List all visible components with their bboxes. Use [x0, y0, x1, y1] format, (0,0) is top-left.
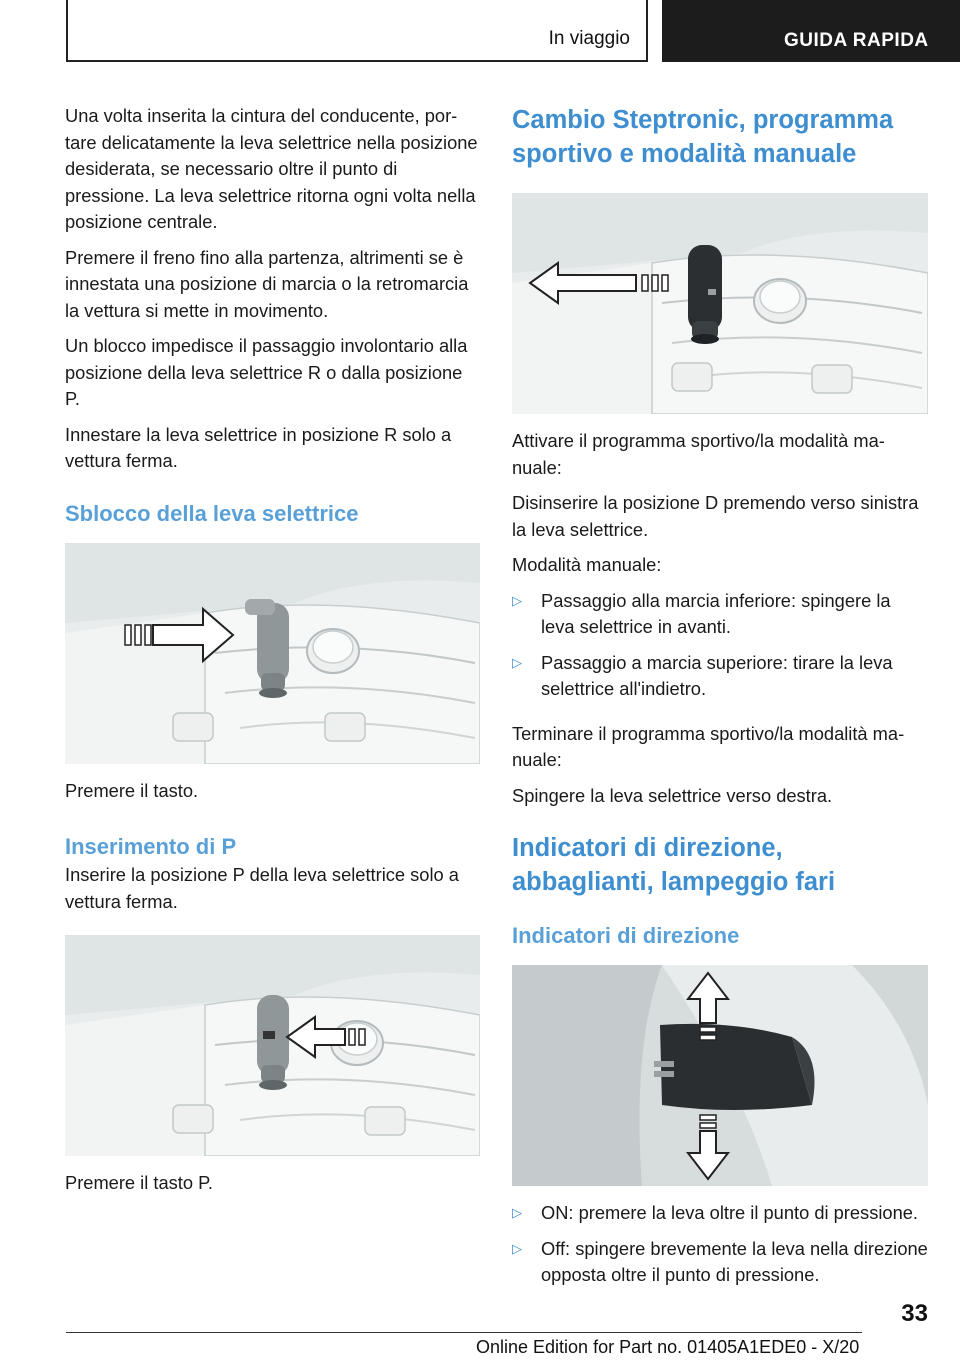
figure-park-button: [65, 935, 480, 1156]
footer-divider: [66, 1332, 862, 1333]
right-column: [512, 103, 928, 1299]
footer-edition: Online Edition for Part no. 01405A1EDE0 - X/20: [476, 1337, 860, 1357]
section-heading-steptronic: Cambio Steptronic, programma sportivo e modalità manuale: [512, 106, 894, 168]
header-chapter-title: GUIDA RAPIDA: [784, 30, 929, 51]
figure-turn-signal-lever: [512, 965, 928, 1186]
list-item: ▷ ON: premere la leva oltre il punto di pressione.: [512, 1200, 928, 1227]
list-item: ▷ Passaggio alla marcia inferiore: spingere la leva selettrice in avanti.: [512, 589, 891, 637]
header-chapter-box: [662, 0, 960, 62]
page-number: 33: [901, 1300, 928, 1327]
bullet-triangle-icon: ▷: [512, 654, 522, 670]
paragraph: Inserire la posizione P della leva selettrice solo a vettura ferma.: [65, 864, 459, 912]
paragraph: Un blocco impedisce il passaggio involontario alla posizione della leva selettrice R o dalla posizione P.: [65, 335, 468, 409]
paragraph: Attivare il programma sportivo/la modalità manuale:: [512, 430, 885, 478]
list-item: ▷ Off: spingere brevemente la leva nella direzione opposta oltre il punto di pressione.: [512, 1237, 928, 1285]
bullet-triangle-icon: ▷: [512, 1240, 522, 1256]
figure-selector-lever-unlock: [65, 543, 480, 764]
paragraph: Spingere la leva selettrice verso destra.: [512, 784, 833, 806]
section-heading-unlock: Sblocco della leva selettrice: [65, 500, 359, 526]
figure-caption: Premere il tasto.: [65, 779, 199, 801]
header-section-title: In viaggio: [548, 28, 630, 49]
manual-mode-list: [512, 588, 928, 703]
paragraph: Una volta inserita la cintura del conducente, portare delicatamente la leva selettrice nella posizione desiderata, se necessario oltre il punto di pressione. La leva selettrice ritorna ogni volta nella posizione centrale.: [65, 105, 478, 232]
header-section-box: [66, 0, 648, 62]
paragraph: Premere il freno fino alla partenza, altrimenti se è innestata una posizione di marcia o la retromarcia la vettura si mette in movimento.: [65, 246, 469, 321]
section-heading-indicators: Indicatori di direzione, abbaglianti, lampeggio fari: [512, 834, 836, 896]
paragraph: Innestare la leva selettrice in posizione R solo a vettura ferma.: [65, 423, 452, 471]
section-heading-turn-signals: Indicatori di direzione: [512, 923, 740, 948]
figure-caption: Premere il tasto P.: [65, 1172, 214, 1193]
section-heading-park: Inserimento di P: [65, 834, 237, 859]
paragraph: Terminare il programma sportivo/la modalità manuale:: [512, 722, 905, 770]
figure-manual-mode: [512, 193, 928, 414]
paragraph: Disinserire la posizione D premendo verso sinistra la leva selettrice.: [512, 492, 919, 540]
bullet-triangle-icon: ▷: [512, 1205, 522, 1220]
bullet-triangle-icon: ▷: [512, 592, 522, 608]
turn-signal-list: [512, 1200, 928, 1289]
list-item: ▷ Passaggio a marcia superiore: tirare la leva selettrice all'indietro.: [512, 651, 893, 699]
left-column: [65, 103, 480, 1206]
paragraph: Modalità manuale:: [512, 554, 662, 575]
